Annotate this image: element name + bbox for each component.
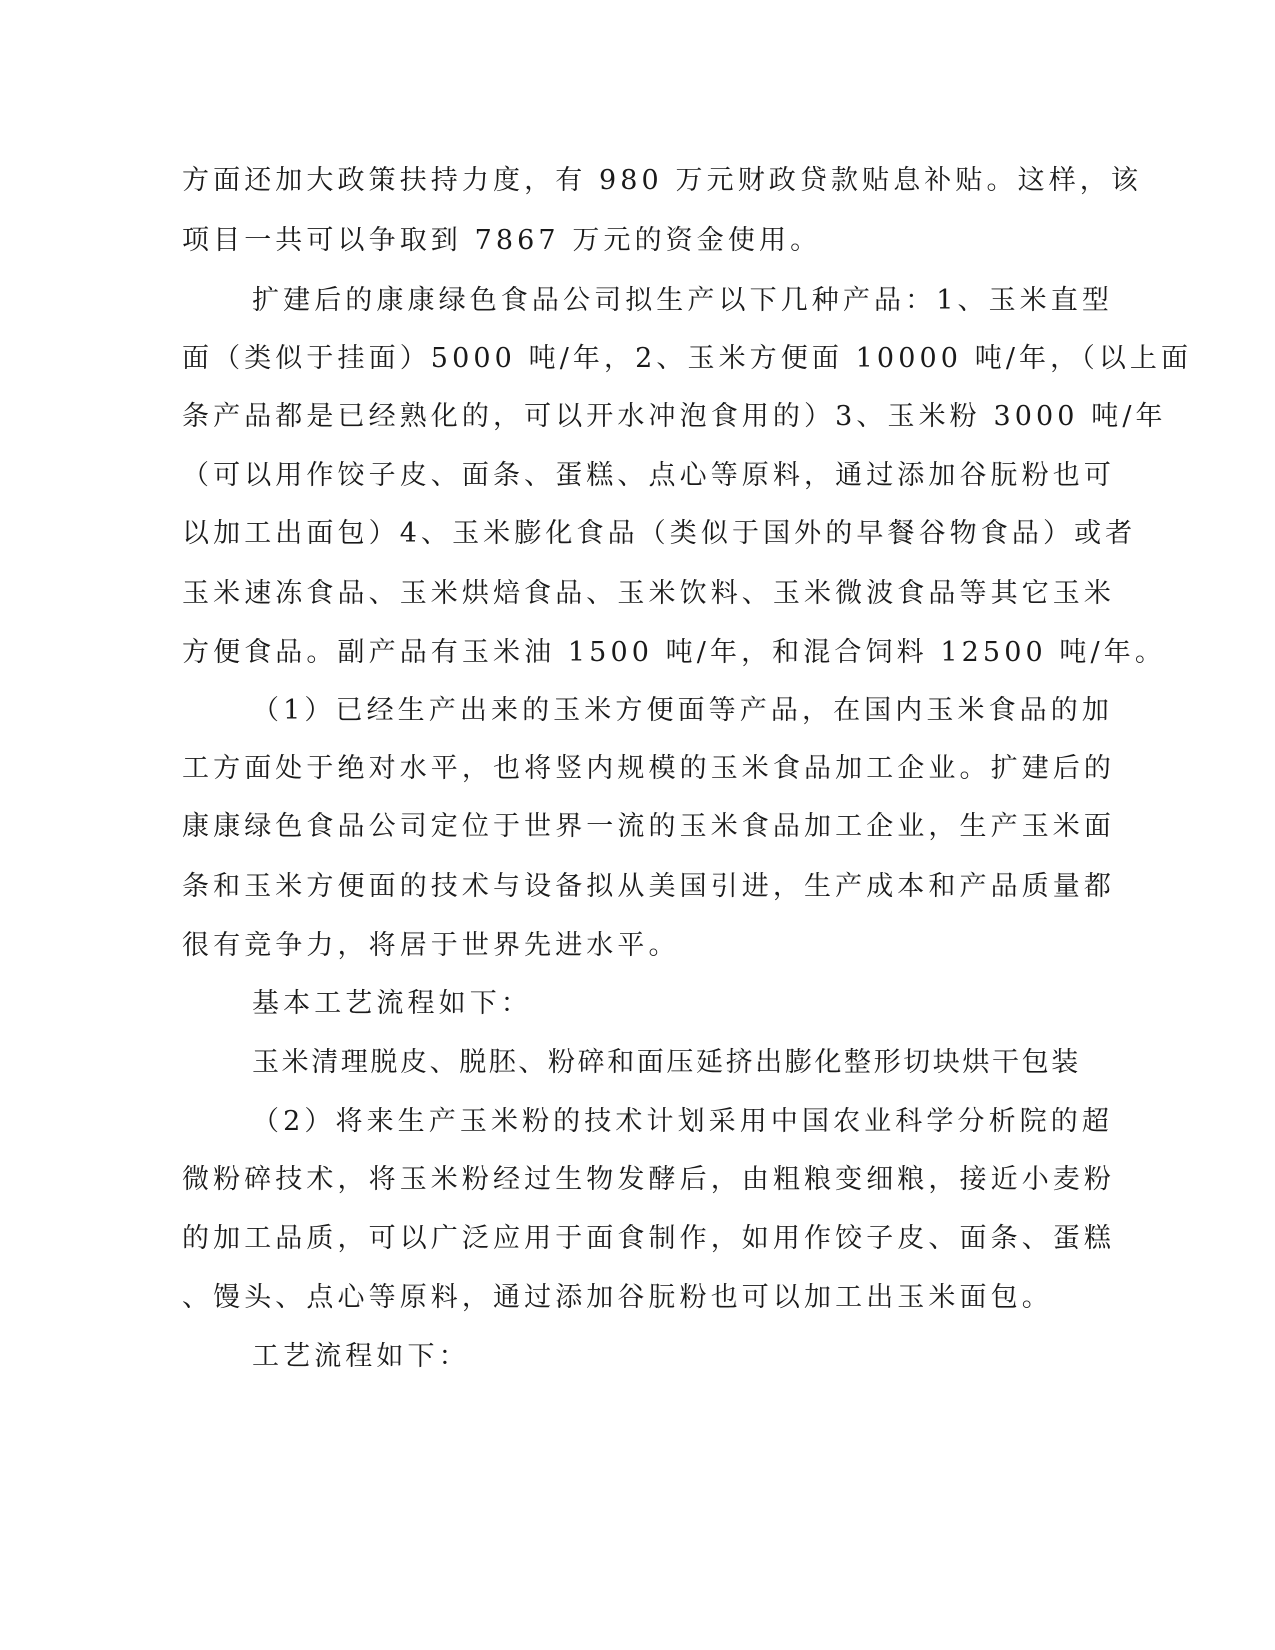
paragraph-line: 的加工品质，可以广泛应用于面食制作，如用作饺子皮、面条、蛋糕 [182,1223,1115,1254]
paragraph-line: （可以用作饺子皮、面条、蛋糕、点心等原料，通过添加谷朊粉也可 [182,460,1115,491]
paragraph-line: 康康绿色食品公司定位于世界一流的玉米食品加工企业，生产玉米面 [182,811,1115,842]
paragraph-line: 项目一共可以争取到 7867 万元的资金使用。 [182,225,822,256]
process-flow-line: 玉米清理脱皮、脱胚、粉碎和面压延挤出膨化整形切块烘干包装 [252,1047,1081,1078]
section-heading: 工艺流程如下： [252,1341,470,1372]
paragraph-line: 很有竞争力，将居于世界先进水平。 [182,930,680,961]
section-heading: 基本工艺流程如下： [252,988,532,1019]
paragraph-line: 微粉碎技术，将玉米粉经过生物发酵后，由粗粮变细粮，接近小麦粉 [182,1164,1115,1195]
paragraph-line: 以加工出面包）4、玉米膨化食品（类似于国外的早餐谷物食品）或者 [182,518,1137,549]
paragraph-line: 工方面处于绝对水平，也将竖内规模的玉米食品加工企业。扩建后的 [182,753,1115,784]
paragraph-line: 方便食品。副产品有玉米油 1500 吨/年，和混合饲料 12500 吨/年。 [182,637,1166,668]
paragraph-line: 条产品都是已经熟化的，可以开水冲泡食用的）3、玉米粉 3000 吨/年 [182,401,1167,432]
paragraph-line: 玉米速冻食品、玉米烘焙食品、玉米饮料、玉米微波食品等其它玉米 [182,578,1115,609]
paragraph-line: 、馒头、点心等原料，通过添加谷朊粉也可以加工出玉米面包。 [182,1282,1053,1313]
paragraph-line: （1）已经生产出来的玉米方便面等产品，在国内玉米食品的加 [252,695,1113,726]
paragraph-line: 方面还加大政策扶持力度，有 980 万元财政贷款贴息补贴。这样，该 [182,165,1142,196]
paragraph-line: 扩建后的康康绿色食品公司拟生产以下几种产品：1、玉米直型 [252,285,1113,316]
paragraph-line: 条和玉米方便面的技术与设备拟从美国引进，生产成本和产品质量都 [182,871,1115,902]
paragraph-line: （2）将来生产玉米粉的技术计划采用中国农业科学分析院的超 [252,1106,1113,1137]
paragraph-line: 面（类似于挂面）5000 吨/年，2、玉米方便面 10000 吨/年，（以上面 [182,343,1193,374]
